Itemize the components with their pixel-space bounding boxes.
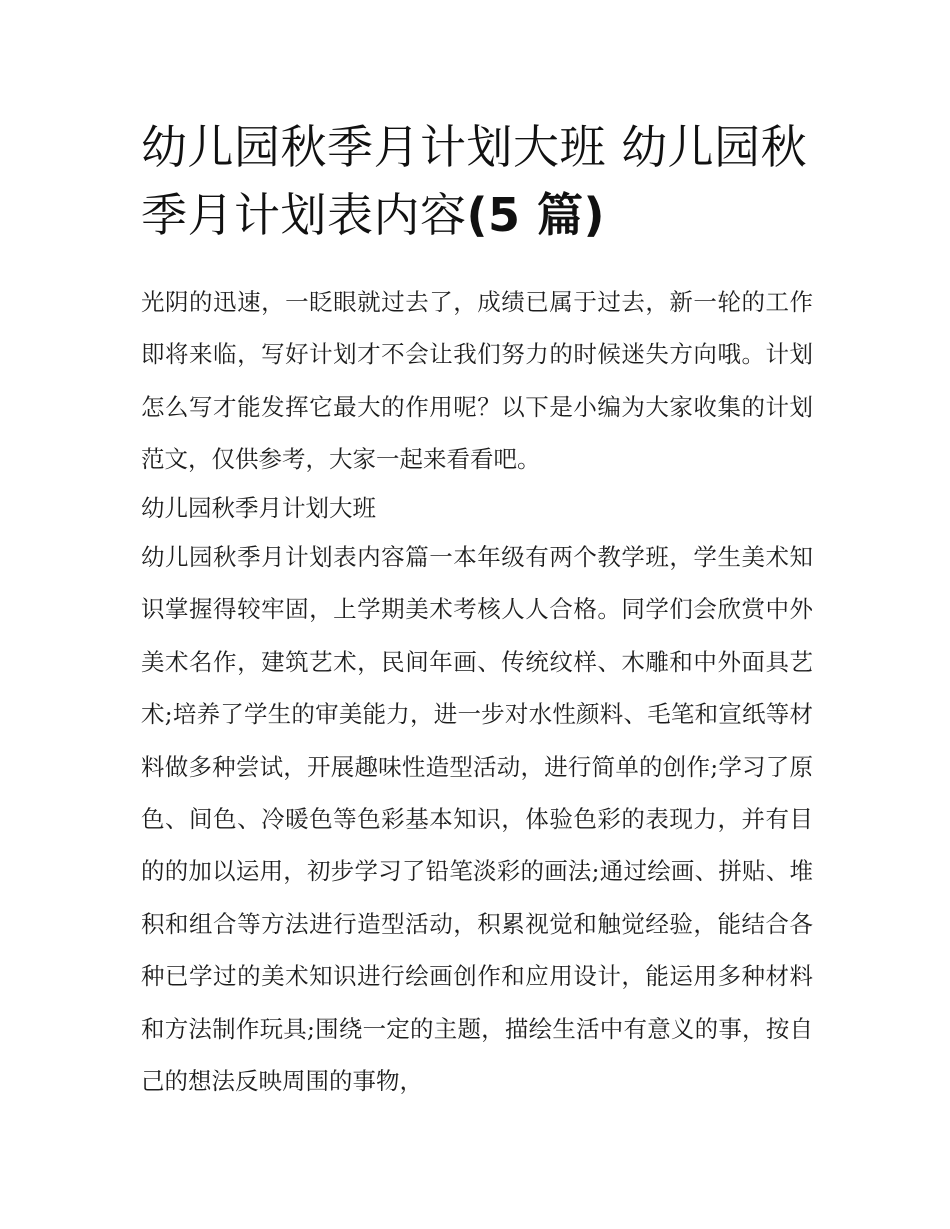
document-title: [141, 113, 821, 249]
title-count: (5 篇): [466, 188, 606, 242]
title-text: 幼儿园秋季月计划大班 幼儿园秋季月计划表内容: [141, 120, 808, 242]
body-paragraph: 幼儿园秋季月计划表内容篇一本年级有两个教学班，学生美术知识掌握得较牢固，上学期美术考核人人合格。同学们会欣赏中外美术名作，建筑艺术，民间年画、传统纹样、木雕和中外面具艺术;培养了学生的审美能力，进一步对水性颜料、毛笔和宣纸等材料做多种尝试，开展趣味性造型活动，进行简单的创作;学习了原色、间色、冷暖色等色彩基本知识，体验色彩的表现力，并有目的的加以运用，初步学习了铅笔淡彩的画法;通过绘画、拼贴、堆积和组合等方法进行造型活动，积累视觉和触觉经验，能结合各种已学过的美术知识进行绘画创作和应用设计，能运用多种材料和方法制作玩具;围绕一定的主题，描绘生活中有意义的事，按自己的想法反映周围的事物，: [141, 543, 813, 1096]
section-heading: 幼儿园秋季月计划大班: [141, 494, 376, 522]
intro-paragraph: 光阴的迅速，一眨眼就过去了，成绩已属于过去，新一轮的工作即将来临，写好计划才不会让我们努力的时候迷失方向哦。计划怎么写才能发挥它最大的作用呢？以下是小编为大家收集的计划范文，仅供参考，大家一起来看看吧。: [141, 288, 813, 474]
